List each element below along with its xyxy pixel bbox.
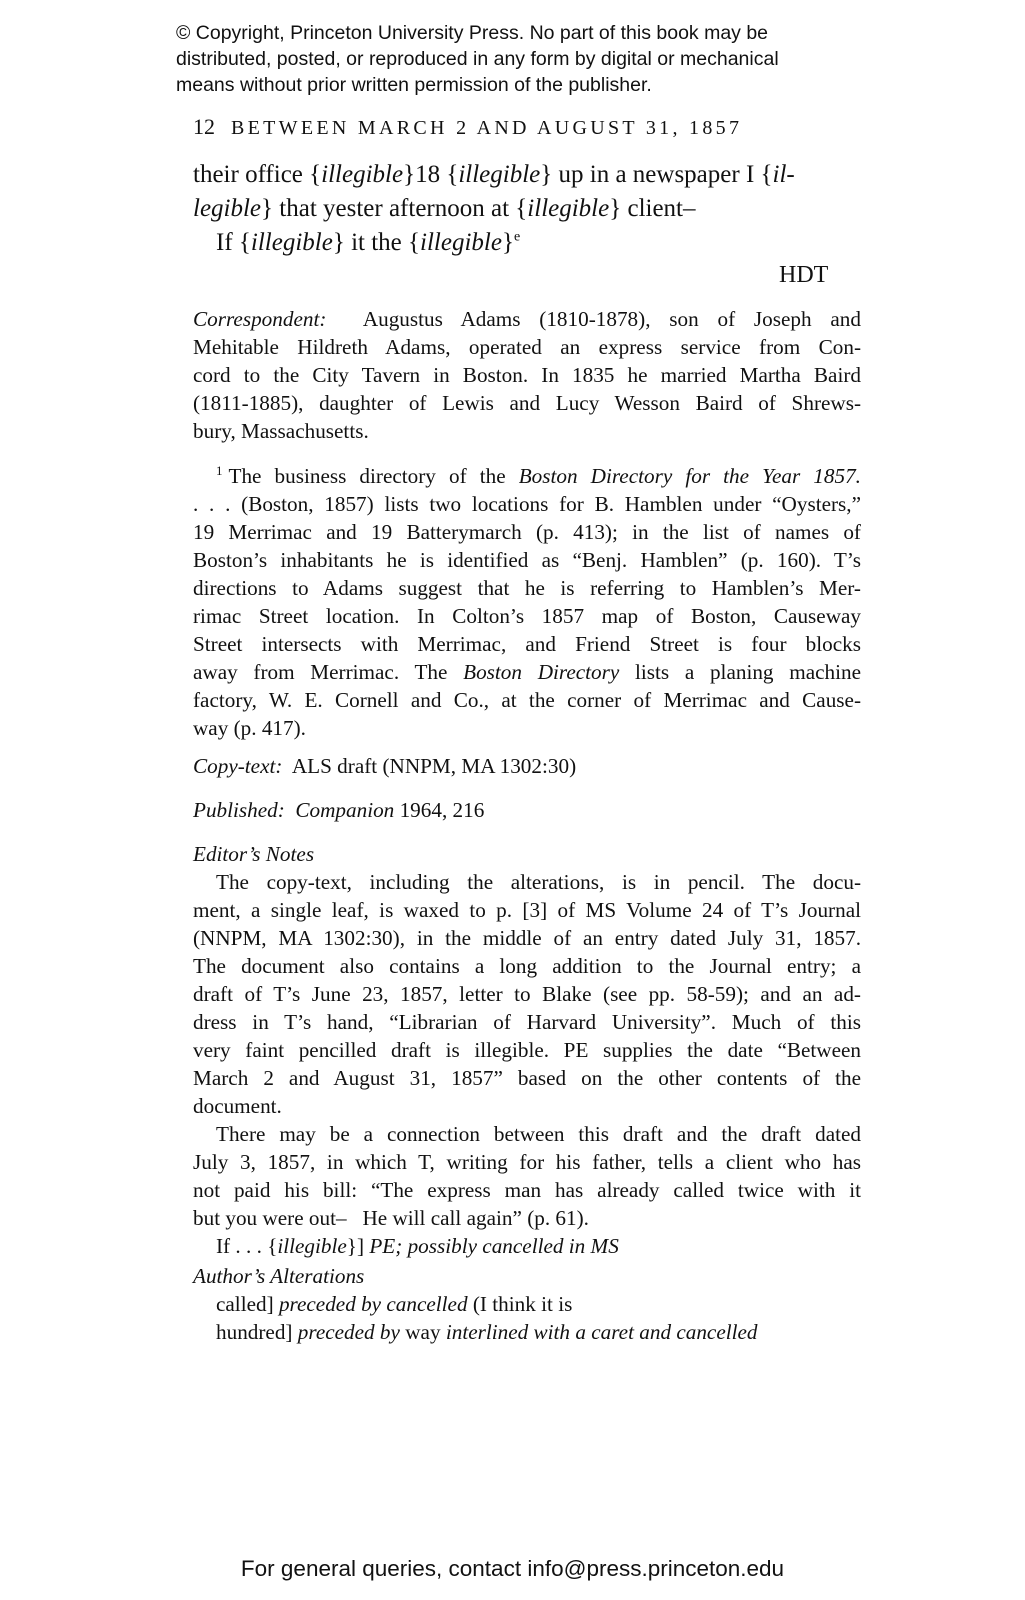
text-line: Mehitable Hildreth Adams, operated an express service from Con- — [193, 335, 861, 359]
alteration-item: hundred] preceded by way interlined with a caret and cancelled — [216, 1320, 758, 1344]
text-line: rimac Street location. In Colton’s 1857 map of Boston, Causeway — [193, 604, 861, 628]
text-line: The document also contains a long addition to the Journal entry; a — [193, 954, 861, 978]
published-title: Companion — [295, 798, 395, 822]
text-line: factory, W. E. Cornell and Co., at the corner of Merrimac and Cause- — [193, 688, 861, 712]
copy-text-label: Copy-text: — [193, 754, 283, 778]
editors-notes — [193, 840, 861, 1260]
text-line: draft of T’s June 23, 1857, letter to Blake (see pp. 58-59); and an ad- — [193, 982, 861, 1006]
section-heading: Author’s Alterations — [193, 1264, 365, 1288]
letter-text — [193, 158, 861, 260]
authors-alterations — [193, 1262, 861, 1346]
copyright-line: distributed, posted, or reproduced in any form by digital or mechanical — [176, 48, 779, 70]
signature: HDT — [779, 262, 829, 288]
copy-text-note — [193, 752, 861, 780]
text-line: If . . . {illegible}] PE; possibly cancelled in MS — [216, 1234, 619, 1258]
correspondent-label: Correspondent: — [193, 307, 327, 331]
text-line: (NNPM, MA 1302:30), in the middle of an entry dated July 31, 1857. — [193, 926, 861, 950]
published-label: Published: — [193, 798, 285, 822]
letter-line: their office {illegible}18 {illegible} up in a newspaper I {il- — [193, 161, 795, 188]
footnote-marker: 1 — [216, 462, 223, 478]
text-line: cord to the City Tavern in Boston. In 1835 he married Martha Baird — [193, 363, 861, 387]
text-line: July 3, 1857, in which T, writing for his father, tells a client who has — [193, 1150, 861, 1174]
text-line: bury, Massachusetts. — [193, 419, 369, 443]
text-line: Boston’s inhabitants he is identified as “Benj. Hamblen” (p. 160). T’s — [193, 548, 861, 572]
copy-text-value: ALS draft (NNPM, MA 1302:30) — [291, 754, 577, 778]
textual-note-marker: e — [513, 229, 521, 245]
text-line: ment, a single leaf, is waxed to p. [3] of MS Volume 24 of T’s Journal — [193, 898, 861, 922]
text-line: There may be a connection between this draft and the draft dated — [216, 1122, 861, 1146]
running-head-title: BETWEEN MARCH 2 AND AUGUST 31, 1857 — [231, 117, 743, 139]
text-line: March 2 and August 31, 1857” based on the other contents of the — [193, 1066, 861, 1090]
letter-line: legible} that yester afternoon at {illegible} client– — [193, 195, 696, 222]
copyright-line: © Copyright, Princeton University Press. No part of this book may be — [176, 22, 769, 44]
text-line: 19 Merrimac and 19 Batterymarch (p. 413); in the list of names of — [193, 520, 861, 544]
text-line: (1811-1885), daughter of Lewis and Lucy Wesson Baird of Shrews- — [193, 391, 861, 415]
text-line: very faint pencilled draft is illegible. PE supplies the date “Between — [193, 1038, 861, 1062]
text-line: directions to Adams suggest that he is referring to Hamblen’s Mer- — [193, 576, 861, 600]
text-line: . . . (Boston, 1857) lists two locations for B. Hamblen under “Oysters,” — [193, 492, 861, 516]
text-line: Street intersects with Merrimac, and Friend Street is four blocks — [193, 632, 861, 656]
copyright-notice — [176, 20, 896, 98]
section-heading: Editor’s Notes — [193, 842, 315, 866]
footer-contact: For general queries, contact info@press.princeton.edu — [240, 1556, 785, 1581]
text-line: not paid his bill: “The express man has already called twice with it — [193, 1178, 861, 1202]
text-line: away from Merrimac. The Boston Directory lists a planing machine — [193, 660, 861, 684]
copyright-line: means without prior written permission of the publisher. — [176, 74, 652, 96]
running-head — [193, 112, 742, 143]
text-line: way (p. 417). — [193, 716, 306, 740]
page-number: 12 — [193, 114, 215, 139]
published-note: Published: Companion 1964, 216 — [193, 798, 485, 822]
text-line: dress in T’s hand, “Librarian of Harvard University”. Much of this — [193, 1010, 861, 1034]
correspondent-note — [193, 305, 861, 445]
text-line: document. — [193, 1094, 282, 1118]
alteration-item: called] preceded by cancelled (I think it is — [216, 1292, 573, 1316]
text-line: The copy-text, including the alterations, is in pencil. The docu- — [216, 870, 861, 894]
text-line: $^1$ The business directory of the Boston Directory for the Year 1857. — [216, 462, 861, 488]
letter-line: If {illegible} it the {illegible}$^e$ — [216, 229, 521, 256]
text-line: but you were out– He will call again” (p. 61). — [193, 1206, 589, 1230]
text-line: Correspondent: Augustus Adams (1810-1878), son of Joseph and — [193, 307, 861, 331]
footnote — [193, 462, 861, 742]
